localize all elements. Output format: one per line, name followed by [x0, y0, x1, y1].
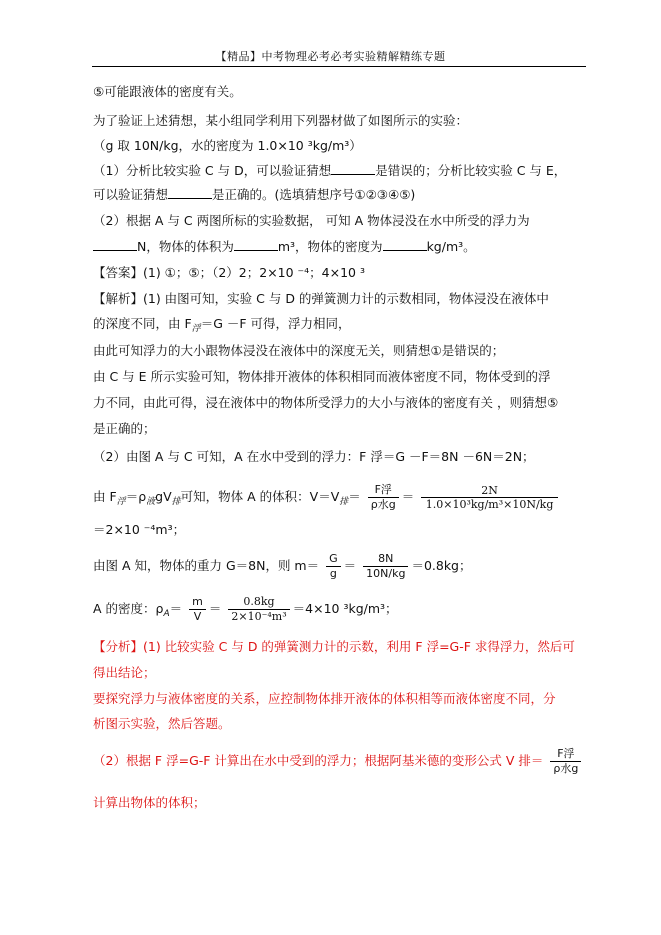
fraction-mass-numeric: [363, 553, 408, 580]
explanation-line-1: 【解析】(1) 由图可知，实验 C 与 D 的弹簧测力计的示数相同，物体浸没在液体中: [93, 291, 549, 306]
equals-sign: ＝: [169, 601, 183, 616]
analysis-line-5: [93, 742, 584, 780]
explanation-line-4: 由 C 与 E 所示实验可知，物体排开液体的体积相同而液体密度不同，物体受到的浮: [93, 369, 551, 384]
explanation-density-formula: [93, 590, 398, 633]
question-2-text-d: kg/m³。: [426, 239, 476, 254]
expl-text: 可知，物体 A 的体积：V＝V: [180, 489, 340, 504]
experiment-intro: 为了验证上述猜想，某小组同学利用下列器材做了如图所示的实验：: [93, 113, 469, 128]
explanation-volume-formula: [93, 478, 561, 521]
question-2-line-2: [93, 239, 476, 255]
subscript: 排: [339, 497, 349, 507]
expl-text: 的深度不同，由 F: [93, 316, 192, 331]
explanation-line-5: 力不同，由此可得，浸在液体中的物体所受浮力的大小与液体的密度有关 ，则猜想⑤: [93, 395, 559, 410]
numerator: G: [326, 553, 341, 567]
question-1-line-1: [93, 163, 566, 179]
subscript: 浮: [116, 497, 126, 507]
explanation-line-3: 由此可知浮力的大小跟物体浸没在液体中的深度无关，则猜想①是错误的；: [93, 343, 505, 358]
question-2-text-c: m³，物体的密度为: [277, 239, 383, 254]
denominator: 2×10⁻⁴m³: [231, 610, 287, 623]
equals-sign: ＝: [208, 601, 222, 616]
answer-line: 【答案】(1) ①；⑤；（2）2；2×10 ⁻⁴；4×10 ³: [93, 265, 365, 280]
fraction-density-numeric: [228, 596, 289, 623]
explanation-volume-result: ＝2×10 ⁻⁴m³；: [93, 522, 186, 537]
expl-text: ＝G －F 可得，浮力相同，: [200, 316, 351, 331]
question-1-text-a: （1）分析比较实验 C 与 D，可以验证猜想: [93, 163, 332, 178]
denominator: V: [193, 610, 202, 623]
numerator: F浮: [368, 484, 399, 498]
page-header: 【精品】中考物理必考必考实验精解精练专题: [215, 50, 446, 63]
question-1-line-2: [93, 187, 415, 203]
fraction-weight-over-g: [326, 553, 341, 580]
answer-blank-5: [383, 239, 427, 251]
question-2-text-b: N，物体的体积为: [137, 239, 234, 254]
expl-text: 由 F: [93, 489, 117, 504]
analysis-line-1: 【分析】(1) 比较实验 C 与 D 的弹簧测力计的示数，利用 F 浮=G-F 求得浮力，然后可: [93, 639, 575, 654]
explanation-mass-formula: [93, 548, 472, 584]
answer-blank-4: [234, 239, 278, 251]
expl-text: ＝4×10 ³kg/m³；: [292, 601, 398, 616]
expl-text: gV: [155, 489, 172, 504]
explanation-line-6: 是正确的；: [93, 421, 156, 436]
expl-text: ＝0.8kg；: [411, 558, 472, 573]
numerator: F浮: [550, 748, 581, 762]
denominator: 10N/kg: [366, 567, 406, 580]
analysis-line-3: 要探究浮力与液体密度的关系，应控制物体排开液体的体积相等而液体密度不同，分: [93, 691, 556, 706]
denominator: 1.0×10³kg/m³×10N/kg: [425, 497, 554, 511]
question-1-text-c: 可以验证猜想: [93, 187, 169, 202]
equals-sign: ＝: [401, 489, 415, 504]
subscript: 排: [171, 497, 181, 507]
header-divider: [92, 66, 586, 67]
expl-text: 由图 A 知，物体的重力 G＝8N，则 m＝: [93, 558, 320, 573]
answer-blank-2: [168, 187, 212, 199]
expl-text: A 的密度：ρ: [93, 601, 164, 616]
question-1-text-b: 是错误的；分析比较实验 C 与 E，: [375, 163, 567, 178]
analysis-line-4: 析图示实验，然后答题。: [93, 716, 231, 731]
analysis-line-2: 得出结论；: [93, 665, 156, 680]
numerator: 2N: [421, 485, 558, 498]
analysis-line-6: 计算出物体的体积；: [93, 795, 206, 810]
question-1-text-d: 是正确的。(选填猜想序号①②③④⑤): [212, 187, 416, 202]
fraction-archimedes: [550, 748, 581, 775]
equals-sign: ＝: [343, 558, 357, 573]
explanation-line-2: [93, 316, 351, 337]
denominator: g: [329, 567, 337, 580]
answer-blank-1: [331, 163, 375, 175]
expl-text: ＝ρ: [125, 489, 147, 504]
numerator: 8N: [363, 553, 408, 567]
hypothesis-5: ⑤可能跟液体的密度有关。: [93, 84, 242, 99]
numerator: m: [189, 596, 206, 610]
denominator: ρ水g: [553, 762, 579, 775]
explanation-line-7: （2）由图 A 与 C 可知，A 在水中受到的浮力：F 浮＝G －F＝8N －6N＝2N；: [93, 449, 535, 464]
fraction-volume-numeric: [421, 485, 558, 511]
denominator: ρ水g: [370, 498, 396, 511]
expl-text: ＝: [348, 489, 361, 504]
fraction-mass-over-volume: [189, 596, 206, 623]
subscript: 液: [146, 497, 156, 507]
answer-blank-3: [93, 239, 137, 251]
given-constants: （g 取 10N/kg，水的密度为 1.0×10 ³kg/m³）: [93, 138, 362, 153]
analysis-text: （2）根据 F 浮=G-F 计算出在水中受到的浮力；根据阿基米德的变形公式 V 排＝: [93, 753, 544, 768]
question-2-line-1: （2）根据 A 与 C 两图所标的实验数据， 可知 A 物体浸没在水中所受的浮力为: [93, 213, 530, 228]
subscript-buoyancy: 浮: [191, 324, 201, 334]
fraction-buoyancy-over-density: [368, 484, 399, 511]
subscript: A: [163, 609, 170, 619]
numerator: 0.8kg: [228, 596, 289, 610]
